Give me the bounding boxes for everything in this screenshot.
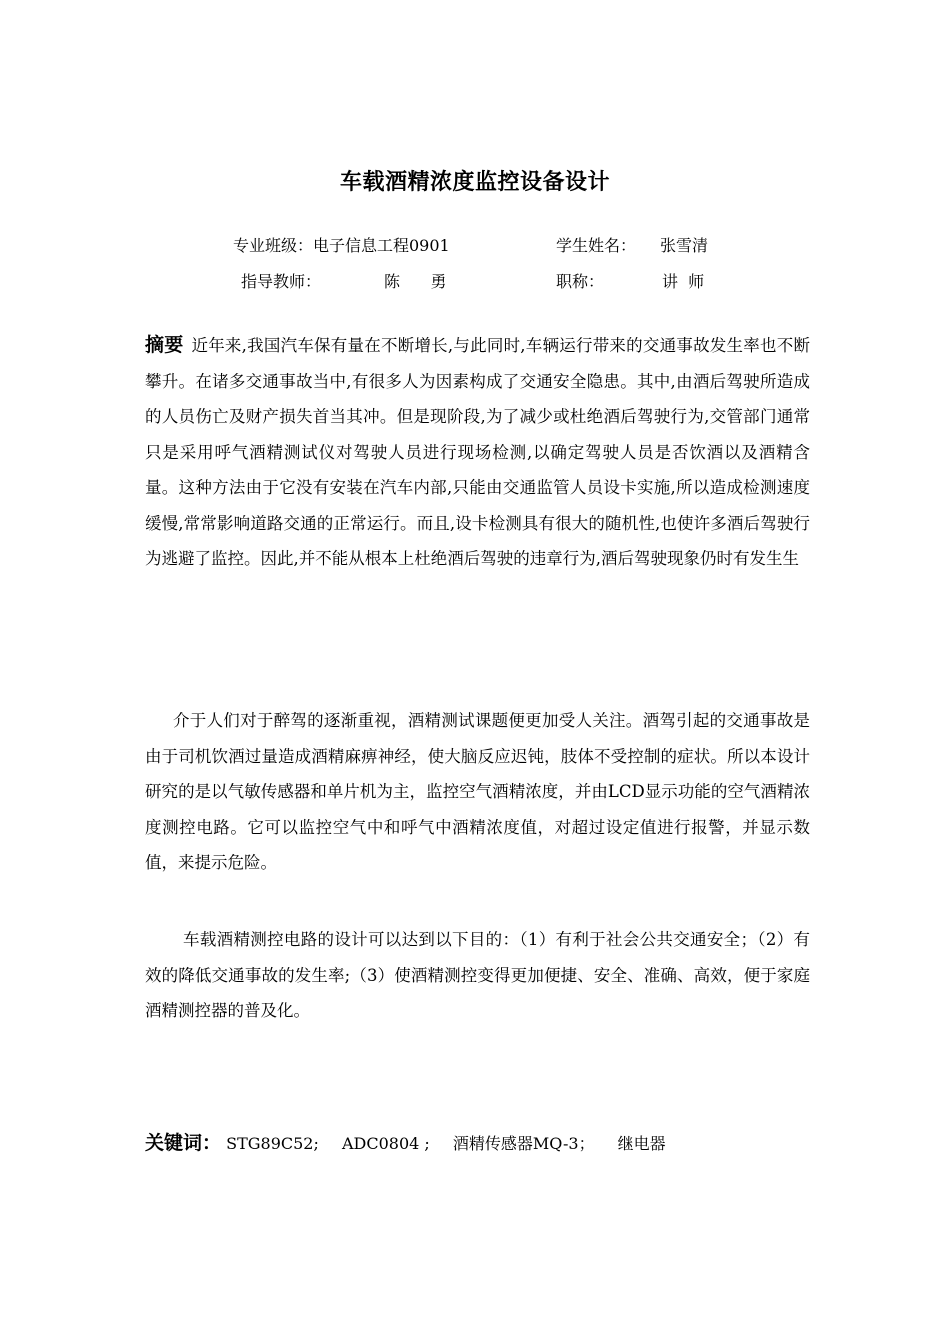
keyword-item: 继电器: [617, 1134, 666, 1153]
keywords-line: [145, 1128, 684, 1155]
keyword-item: ADC0804 ;: [341, 1134, 430, 1153]
keyword-item: STG89C52;: [226, 1134, 319, 1153]
rank-value: 讲 师: [662, 272, 705, 291]
advisor-value: 陈 勇: [384, 272, 447, 291]
major-value: 电子信息工程0901: [313, 236, 450, 255]
info-row-advisor-rank: [0, 269, 950, 295]
abstract-paragraph-3: 车载酒精测控电路的设计可以达到以下目的：（1）有利于社会公共交通安全；（2）有效的降低交通事故的发生率;（3）使酒精测控变得更加便捷、安全、准确、高效，便于家庭酒精测控器的普及化。: [145, 930, 810, 1020]
document-title: 车载酒精浓度监控设备设计: [339, 170, 610, 195]
student-label: 学生姓名：: [556, 236, 637, 255]
advisor-label: 指导教师：: [241, 272, 322, 291]
abstract-text-1: 近年来,我国汽车保有量在不断增长,与此同时,车辆运行带来的交通事故发生率也不断攀升。在诸多交通事故当中,有很多人为因素构成了交通安全隐患。其中,由酒后驾驶所造成的人员伤亡及财产损失首当其冲。但是现阶段,为了减少或杜绝酒后驾驶行为,交管部门通常只是采用呼气酒精测试仪对驾驶人员进行现场检测,以确定驾驶人员是否饮酒以及酒精含量。这种方法由于它没有安装在汽车内部,只能由交通监管人员设卡实施,所以造成检测速度缓慢,常常影响道路交通的正常运行。而且,设卡检测具有很大的随机性,也使许多酒后驾驶行为逃避了监控。因此,并不能从根本上杜绝酒后驾驶的违章行为,酒后驾驶现象仍时有发生生: [145, 336, 810, 568]
major-label: 专业班级：: [233, 236, 314, 255]
abstract-paragraph-1: [145, 328, 810, 577]
keyword-item: 酒精传感器MQ-3；: [452, 1134, 595, 1153]
rank-label: 职称：: [556, 272, 605, 291]
info-row-class-student: [0, 233, 950, 259]
abstract-paragraph-2: 介于人们对于醉驾的逐渐重视，酒精测试课题便更加受人关注。酒驾引起的交通事故是由于司机饮酒过量造成酒精麻痹神经，使大脑反应迟钝，肢体不受控制的症状。所以本设计研究的是以气敏传感器和单片机为主，监控空气酒精浓度，并由LCD显示功能的空气酒精浓度测控电路。它可以监控空气中和呼气中酒精浓度值，对超过设定值进行报警，并显示数值，来提示危险。: [145, 711, 810, 872]
student-value: 张雪清: [660, 236, 709, 255]
abstract-label: 摘要: [145, 334, 184, 356]
keywords-label: 关键词：: [145, 1132, 222, 1154]
